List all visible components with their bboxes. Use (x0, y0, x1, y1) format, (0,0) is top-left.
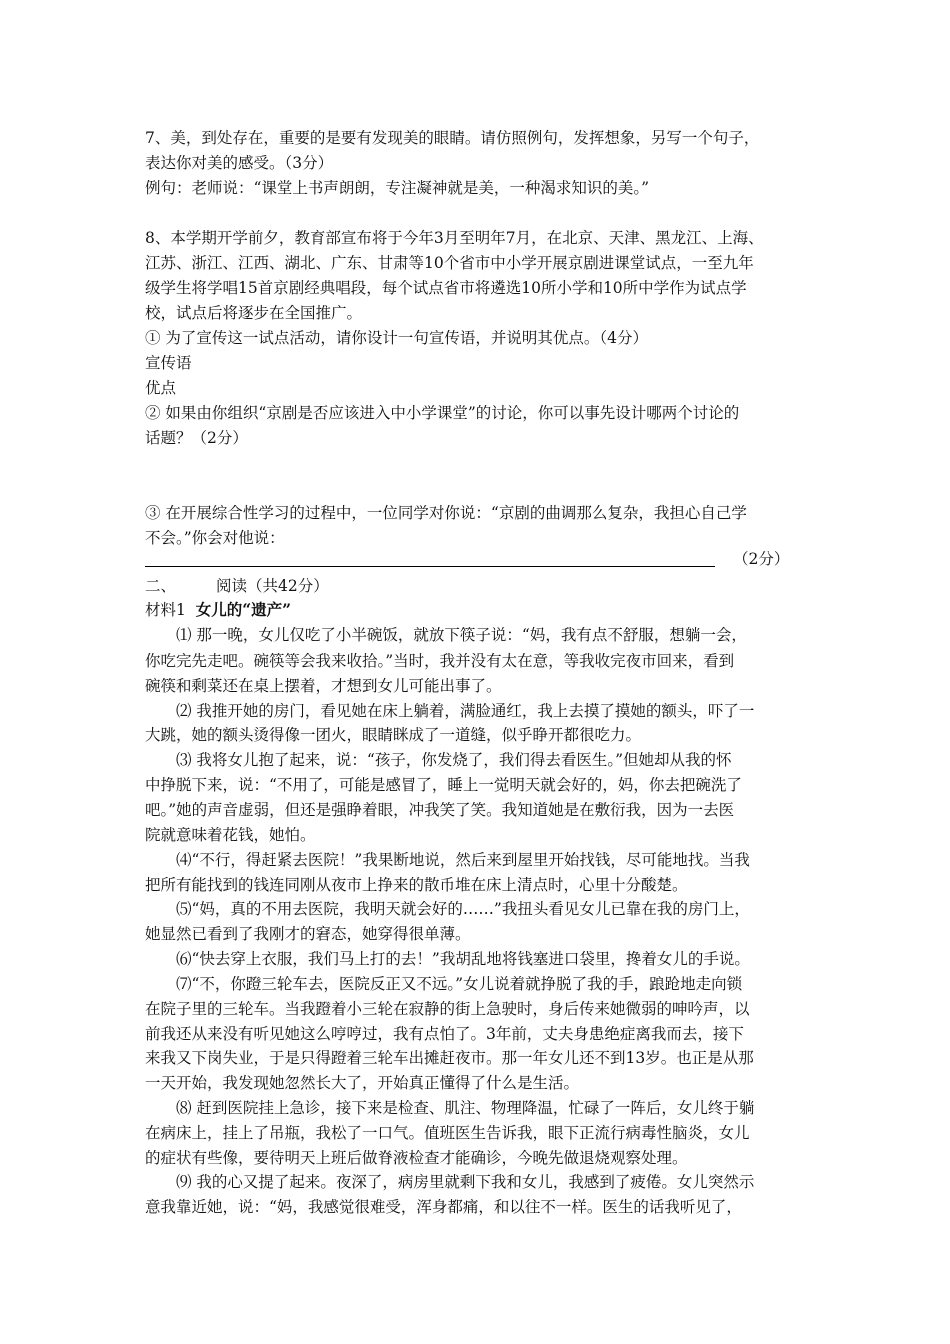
q7-line-2: 表达你对美的感受。（3分） (145, 154, 334, 172)
story-line: 意我靠近她，说：“妈，我感觉很难受，浑身都痛，和以往不一样。医生的话我听见了， (145, 1198, 742, 1216)
material-title: 女儿的“遗产” (195, 600, 292, 619)
answer-line (145, 566, 715, 567)
q8-sub-3: ③ 在开展综合性学习的过程中，一位同学对你说：“京剧的曲调那么复杂，我担心自己学 (145, 504, 747, 522)
section-heading (145, 576, 329, 596)
story-line: ⑺“不，你蹬三轮车去，医院反正又不远。”女儿说着就挣脱了我的手，踉跄地走向锁 (176, 975, 743, 993)
q8-sub-3-cont: 不会。”你会对他说： (145, 529, 285, 547)
material-heading (145, 600, 291, 620)
story-line: 碗筷和剩菜还在桌上摆着，才想到女儿可能出事了。 (145, 677, 502, 695)
story-line: 院就意味着花钱，她怕。 (145, 826, 316, 844)
story-line: 在院子里的三轮车。当我蹬着小三轮在寂静的街上急驶时，身后传来她微弱的呻吟声，以 (145, 1000, 750, 1018)
slogan-label: 宣传语 (145, 354, 192, 372)
section-number: 二、 (145, 577, 177, 595)
story-line: ⑴ 那一晚，女儿仅吃了小半碗饭，就放下筷子说：“妈，我有点不舒服，想躺一会， (176, 626, 747, 644)
story-line: 在病床上，挂上了吊瓶，我松了一口气。值班医生告诉我，眼下正流行病毒性脑炎，女儿 (145, 1124, 750, 1142)
q8-sub-2-cont: 话题？（2分） (145, 429, 248, 447)
q8-line-2: 江苏、浙江、江西、湖北、广东、甘肃等10个省市中小学开展京剧进课堂试点，一至九年 (145, 254, 754, 272)
story-line: 大跳，她的额头烫得像一团火，眼睛眯成了一道缝，似乎睁开都很吃力。 (145, 726, 642, 744)
story-line: ⑹“快去穿上衣服，我们马上打的去！”我胡乱地将钱塞进口袋里，搀着女儿的手说。 (176, 950, 750, 968)
q8-line-3: 级学生将学唱15首京剧经典唱段，每个试点省市将遴选10所小学和10所中学作为试点学 (145, 279, 747, 297)
story-line: ⑻ 赶到医院挂上急诊，接下来是检查、肌注、物理降温，忙碌了一阵后，女儿终于躺 (176, 1099, 755, 1117)
q8-sub-2: ② 如果由你组织“京剧是否应该进入中小学课堂”的讨论，你可以事先设计哪两个讨论的 (145, 404, 740, 422)
story-line: 吧。”她的声音虚弱，但还是强睁着眼，冲我笑了笑。我知道她是在敷衍我，因为一去医 (145, 801, 735, 819)
q7-line-1: 7、美，到处存在，重要的是要有发现美的眼睛。请仿照例句，发挥想象，另写一个句子， (145, 129, 760, 147)
story-line: 来我又下岗失业，于是只得蹬着三轮车出摊赶夜市。那一年女儿还不到13岁。也正是从那 (145, 1049, 754, 1067)
story-line: 把所有能找到的钱连同刚从夜市上挣来的散币堆在床上清点时，心里十分酸楚。 (145, 876, 688, 894)
story-line: 你吃完先走吧。碗筷等会我来收拾。”当时，我并没有太在意，等我收完夜市回来，看到 (145, 652, 735, 670)
story-line: ⑸“妈，真的不用去医院，我明天就会好的……”我扭头看见女儿已靠在我的房门上， (176, 900, 750, 918)
story-line: 中挣脱下来，说：“不用了，可能是感冒了，睡上一觉明天就会好的，妈，你去把碗洗了 (145, 776, 742, 794)
q8-sub-1: ① 为了宣传这一试点活动，请你设计一句宣传语，并说明其优点。（4分） (145, 329, 649, 347)
advantage-label: 优点 (145, 379, 177, 397)
story-line: ⑷“不行，得赶紧去医院！”我果断地说，然后来到屋里开始找钱，尽可能地找。当我 (176, 851, 750, 869)
story-line: ⑼ 我的心又提了起来。夜深了，病房里就剩下我和女儿，我感到了疲倦。女儿突然示 (176, 1173, 755, 1191)
story-line: 的症状有些像，要待明天上班后做脊液检查才能确诊，今晚先做退烧观察处理。 (145, 1149, 688, 1167)
material-label: 材料1 (145, 601, 186, 619)
q8-line-1: 8、本学期开学前夕，教育部宣布将于今年3月至明年7月，在北京、天津、黑龙江、上海、 (145, 229, 764, 247)
story-line: ⑶ 我将女儿抱了起来，说：“孩子，你发烧了，我们得去看医生。”但她却从我的怀 (176, 751, 732, 769)
section-title: 阅读（共42分） (216, 577, 329, 595)
q8-sub-3-score: （2分） (733, 550, 790, 568)
story-line: 一天开始，我发现她忽然长大了，开始真正懂得了什么是生活。 (145, 1074, 580, 1092)
q8-line-4: 校，试点后将逐步在全国推广。 (145, 304, 363, 322)
story-line: ⑵ 我推开她的房门，看见她在床上躺着，满脸通红，我上去摸了摸她的额头，吓了一 (176, 702, 755, 720)
story-line: 前我还从来没有听见她这么哼哼过，我有点怕了。3年前，丈夫身患绝症离我而去，接下 (145, 1025, 744, 1043)
story-line: 她显然已看到了我刚才的窘态，她穿得很单薄。 (145, 925, 471, 943)
q7-example: 例句：老师说：“课堂上书声朗朗，专注凝神就是美，一种渴求知识的美。” (145, 179, 650, 197)
